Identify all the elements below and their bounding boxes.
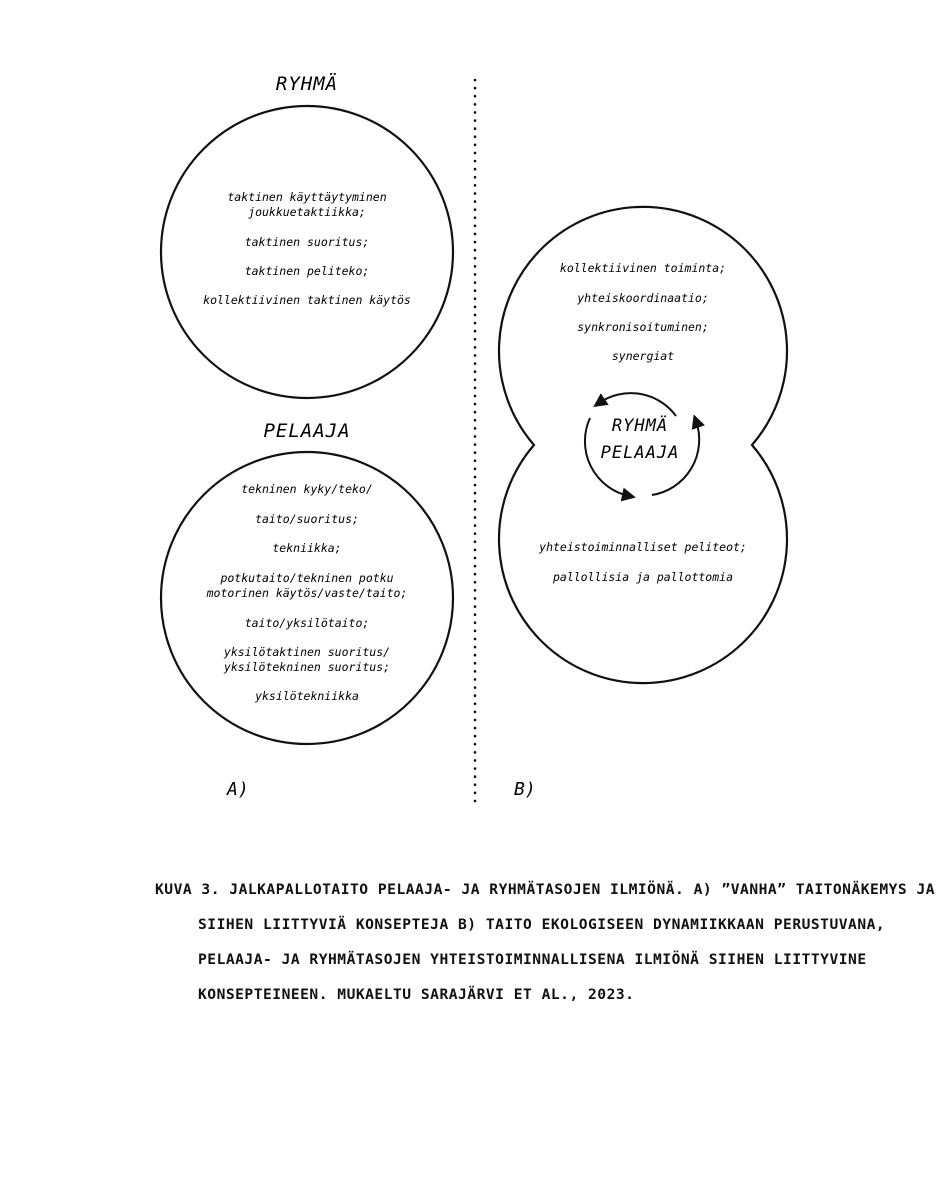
group-items — [203, 190, 411, 307]
group-item: kollektiivinen taktinen käytös — [203, 293, 411, 307]
panel-b — [499, 207, 787, 800]
player-item: tekniikka; — [272, 541, 342, 555]
player-item: yksilötaktinen suoritus/ — [223, 645, 391, 659]
player-item: taito/suoritus; — [255, 512, 359, 526]
group-item: taktinen suoritus; — [244, 235, 370, 249]
center-label-group: RYHMÄ — [611, 416, 669, 436]
group-heading: RYHMÄ — [275, 73, 339, 95]
center-label-player: PELAAJA — [600, 443, 680, 463]
player-item: yksilötekniikka — [255, 689, 359, 703]
player-items — [206, 482, 408, 703]
group-item: taktinen käyttäytyminen — [227, 190, 387, 204]
group-item: taktinen peliteko; — [244, 264, 370, 278]
group-item: joukkuetaktiikka; — [248, 205, 366, 219]
top-item: yhteiskoordinaatio; — [577, 291, 709, 305]
top-item: kollektiivinen toiminta; — [559, 261, 727, 275]
arrow-upper-arc — [599, 393, 676, 416]
bottom-items — [538, 540, 747, 584]
bottom-item: yhteistoiminnalliset peliteot; — [539, 540, 747, 554]
player-item: potkutaito/tekninen potku — [220, 571, 394, 585]
top-item: synkronisoituminen; — [577, 320, 709, 334]
player-item: yksilötekninen suoritus; — [223, 660, 391, 674]
panel-b-label: B) — [514, 779, 536, 800]
top-items — [560, 261, 726, 363]
group-circle — [161, 106, 453, 398]
panel-a-label: A) — [227, 779, 249, 800]
player-item: taito/yksilötaito; — [244, 616, 370, 630]
bottom-item: pallollisia ja pallottomia — [552, 570, 734, 584]
player-heading: PELAAJA — [263, 420, 351, 442]
panel-a — [161, 72, 453, 800]
player-item: motorinen käytös/vaste/taito; — [206, 586, 408, 600]
figure-caption: KUVA 3. JALKAPALLOTAITO PELAAJA- JA RYHMÄTASOJEN ILMIÖNÄ. A) ”VANHA” TAITONÄKEMYS JA SIIHEN LIITTYVIÄ KONSEPTEJA B) TAITO EKOLOGISEEN DYNAMIIKKAAN PERUSTUVANA, PELAAJA- JA RYHMÄTASOJEN YHTEISTOIMINNALLISENA ILMIÖNÄ SIIHEN LIITTYVINE KONSEPTEINEEN. MUKAELTU SARAJÄRVI ET AL., 2023. — [155, 881, 936, 1003]
player-item: tekninen kyky/teko/ — [241, 482, 373, 496]
top-item: synergiat — [611, 349, 675, 363]
